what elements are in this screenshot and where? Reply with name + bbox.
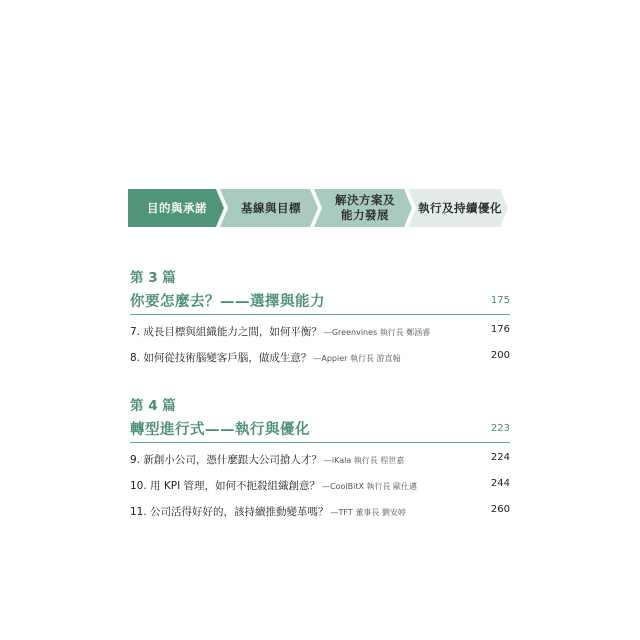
- part-page-number: 223: [490, 423, 510, 434]
- entry-author: —CoolBitX 執行長 歐仕邁: [322, 482, 418, 491]
- toc-entry[interactable]: [130, 471, 510, 497]
- step-2-label: 基線與目標: [241, 200, 301, 215]
- part-number: 第 4 篇: [130, 398, 176, 414]
- entry-author: —Greenvines 執行長 鄭涵睿: [323, 328, 431, 337]
- entry-title: 8. 如何從技術腦變客戶腦，做成生意？: [130, 352, 312, 364]
- part-title: 轉型進行式——執行與優化: [130, 422, 310, 438]
- step-4-label: 執行及持續優化: [418, 200, 502, 215]
- toc-entry[interactable]: [130, 497, 510, 523]
- part-number: 第 3 篇: [130, 270, 176, 286]
- part-4-section: [130, 396, 510, 523]
- part-page-number: 175: [490, 295, 510, 306]
- entry-page-number: 176: [490, 324, 510, 335]
- part-title: 你要怎麼去？——選擇與能力: [130, 294, 325, 310]
- entry-author: —TFT 董事長 劉安婷: [330, 508, 406, 517]
- step-1-label: 目的與承諾: [147, 200, 207, 215]
- part-3-section: [130, 268, 510, 369]
- toc-entry[interactable]: [130, 445, 510, 471]
- step-3-label: 解決方案及 能力發展: [335, 193, 395, 222]
- entry-title: 10. 用 KPI 管理，如何不扼殺組織創意？: [130, 480, 321, 492]
- entry-author: —iKala 執行長 程世嘉: [323, 456, 405, 465]
- entry-page-number: 260: [490, 504, 510, 515]
- entry-page-number: 224: [490, 452, 510, 463]
- toc-entry[interactable]: [130, 343, 510, 369]
- entry-page-number: 244: [490, 478, 510, 489]
- toc-entry[interactable]: [130, 317, 510, 343]
- part-title-row[interactable]: [130, 290, 510, 312]
- entry-title: 9. 新創小公司，憑什麼跟大公司搶人才？: [130, 454, 322, 466]
- part-title-row[interactable]: [130, 418, 510, 440]
- entry-title: 7. 成長目標與組織能力之間，如何平衡？: [130, 326, 322, 338]
- entry-page-number: 200: [490, 350, 510, 361]
- part-divider: [130, 442, 510, 443]
- part-divider: [130, 314, 510, 315]
- entry-title: 11. 公司活得好好的，該持續推動變革嗎？: [130, 506, 329, 518]
- entry-author: —Appier 執行長 游直翰: [313, 354, 401, 363]
- process-steps: [128, 189, 512, 227]
